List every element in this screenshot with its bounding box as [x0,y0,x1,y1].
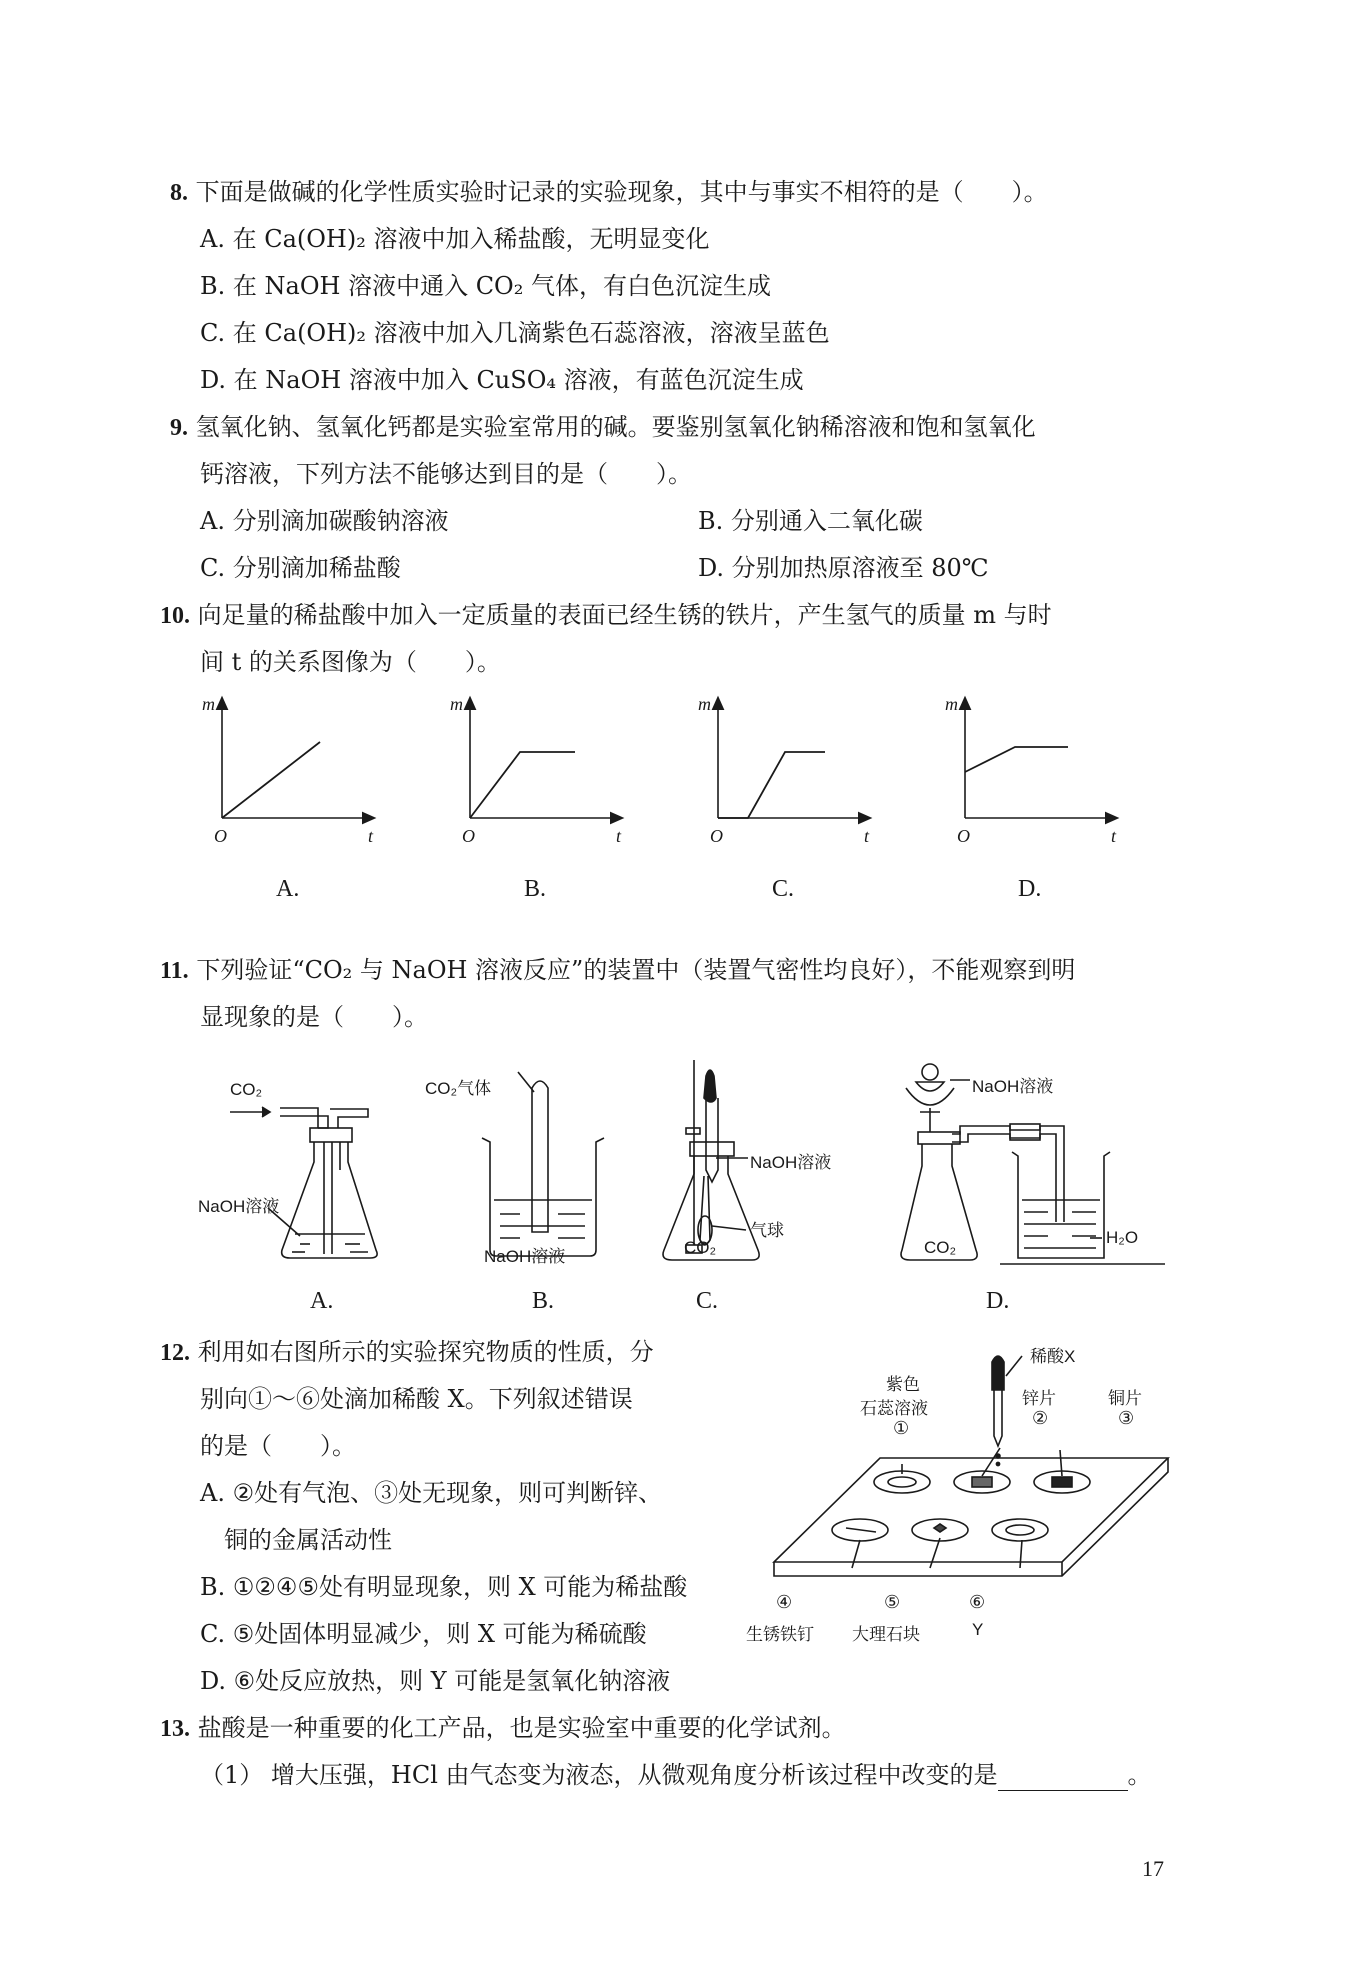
q11-a-co2-label: CO₂ [230,1080,263,1099]
q12-num-6: ⑥ [969,1592,986,1612]
q12-zinc-label: 锌片 [1022,1389,1056,1408]
q11-stem-line1 [160,954,1075,987]
q12-option-a-line2: 铜的金属活动性 [224,1526,392,1554]
q13-sub1-text: （1） 增大压强，HCl 由气态变为液态，从微观角度分析该过程中改变的是 [200,1761,998,1789]
q10-graph-c [718,702,866,818]
q12-stem-line2: 别向①～⑥处滴加稀酸 X。下列叙述错误 [200,1385,633,1413]
q12-option-a-line1: A. ②处有气泡、③处无现象，则可判断锌、 [200,1479,663,1507]
q10-graph-c-line [718,752,825,818]
q10-graph-d [965,702,1113,818]
q10-stem-line2: 间 t 的关系图像为（ ）。 [200,648,501,676]
q11-number: 11. [160,958,189,984]
q12-litmus-label-2: 石蕊溶液 [860,1399,928,1418]
q13-sub1-end: 。 [1127,1761,1152,1789]
q10-graphs [0,690,1350,910]
q11-d-naoh-label: NaOH溶液 [972,1077,1054,1096]
q10-b-o: O [462,826,475,846]
q12-litmus-label-1: 紫色 [886,1375,920,1394]
page-number: 17 [1142,1856,1164,1881]
q12-number: 12. [160,1340,190,1366]
q10-label-b: B. [524,876,547,902]
q11-d-water-label: H₂O [1106,1228,1139,1247]
q13-number: 13. [160,1716,190,1742]
q9-number: 9. [170,415,188,441]
q11-apparatus-b [482,1072,604,1256]
q10-graph-b-line [470,752,575,818]
q12-nail-label: 生锈铁钉 [746,1625,814,1644]
q12-marble-label: 大理石块 [852,1625,920,1644]
q11-a-naoh-label: NaOH溶液 [198,1197,280,1216]
q10-b-t: t [616,826,622,846]
q12-option-d: D. ⑥处反应放热，则 Y 可能是氢氧化钠溶液 [200,1667,671,1695]
q8-stem-text: 下面是做碱的化学性质实验时记录的实验现象，其中与事实不相符的是（ ）。 [195,178,1048,206]
q12-well-1 [874,1471,930,1493]
q11-apparatus [0,1050,1350,1310]
q9-option-b: B. 分别通入二氧化碳 [698,507,923,535]
q12-acid-label: 稀酸X [1030,1347,1076,1366]
q12-well-6 [992,1519,1048,1541]
q11-stem-line2: 显现象的是（ ）。 [200,1003,428,1031]
q8-option-b: B. 在 NaOH 溶液中通入 CO₂ 气体，有白色沉淀生成 [200,272,771,300]
q9-option-a: A. 分别滴加碳酸钠溶液 [200,507,449,535]
q10-stem-line1 [160,599,1052,632]
q10-c-t: t [864,826,870,846]
q13-answer-blank[interactable] [998,1764,1128,1791]
q10-label-c: C. [772,876,795,902]
q11-apparatus-c [663,1060,759,1260]
q10-stem-text1: 向足量的稀盐酸中加入一定质量的表面已经生锈的铁片，产生氢气的质量 m 与时 [197,601,1052,629]
q9-stem-line2: 钙溶液，下列方法不能够达到目的是（ ）。 [200,460,692,488]
q11-c-naoh-label: NaOH溶液 [750,1153,832,1172]
q8-stem [170,176,1048,209]
q11-label-d: D. [986,1288,1010,1314]
q10-c-o: O [710,826,723,846]
q8-option-c: C. 在 Ca(OH)₂ 溶液中加入几滴紫色石蕊溶液，溶液呈蓝色 [200,319,830,347]
q10-d-o: O [957,826,970,846]
q10-c-m: m [698,694,711,714]
q12-dropper [992,1356,1004,1390]
q9-option-d: D. 分别加热原溶液至 80℃ [698,554,989,582]
q12-stem-line3: 的是（ ）。 [200,1432,356,1460]
q10-graph-a-line [222,742,320,818]
q11-stem-text1: 下列验证“CO₂ 与 NaOH 溶液反应”的装置中（装置气密性均良好），不能观察到明 [196,956,1076,984]
q9-stem-text1: 氢氧化钠、氢氧化钙都是实验室常用的碱。要鉴别氢氧化钠稀溶液和饱和氢氧化 [195,413,1036,441]
q9-option-c: C. 分别滴加稀盐酸 [200,554,401,582]
q10-b-m: m [450,694,463,714]
q10-d-t: t [1111,826,1117,846]
q10-a-o: O [214,826,227,846]
q12-num-1: ① [893,1418,910,1438]
q12-spot-plate [760,1340,1180,1600]
q10-graph-d-line [965,747,1068,772]
q10-label-d: D. [1018,876,1042,902]
q11-d-co2-label: CO₂ [924,1238,957,1257]
q10-a-t: t [368,826,374,846]
q12-option-c: C. ⑤处固体明显减少，则 X 可能为稀硫酸 [200,1620,647,1648]
q10-graph-a [222,702,370,818]
q10-label-a: A. [276,876,300,902]
q11-label-b: B. [532,1288,555,1314]
q13-stem-text: 盐酸是一种重要的化工产品，也是实验室中重要的化学试剂。 [197,1714,846,1742]
q12-option-b: B. ①②④⑤处有明显现象，则 X 可能为稀盐酸 [200,1573,688,1601]
q11-b-naoh-label: NaOH溶液 [484,1247,566,1266]
q12-num-5: ⑤ [884,1592,901,1612]
q12-stem-text1: 利用如右图所示的实验探究物质的性质，分 [197,1338,654,1366]
q12-y-label: Y [972,1620,984,1639]
q11-c-balloon-label: 气球 [750,1221,784,1240]
q12-copper-label: 铜片 [1108,1389,1142,1408]
q9-stem-line1 [170,411,1036,444]
q8-option-d: D. 在 NaOH 溶液中加入 CuSO₄ 溶液，有蓝色沉淀生成 [200,366,804,394]
q13-stem [160,1712,846,1745]
q10-graph-b [470,702,618,818]
q11-c-co2-label: CO₂ [684,1238,717,1257]
q11-label-a: A. [310,1288,334,1314]
q11-apparatus-a [230,1107,377,1258]
q8-number: 8. [170,180,188,206]
q13-sub1 [200,1759,1152,1791]
q12-stem-line1 [160,1336,654,1369]
q8-option-a: A. 在 Ca(OH)₂ 溶液中加入稀盐酸，无明显变化 [200,225,710,253]
q11-label-c: C. [696,1288,719,1314]
q10-d-m: m [945,694,958,714]
q12-num-2: ② [1032,1408,1049,1428]
q10-a-m: m [202,694,215,714]
q10-number: 10. [160,603,190,629]
q12-num-4: ④ [776,1592,793,1612]
q11-b-gas-label: CO₂气体 [425,1079,492,1098]
q12-num-3: ③ [1118,1408,1135,1428]
